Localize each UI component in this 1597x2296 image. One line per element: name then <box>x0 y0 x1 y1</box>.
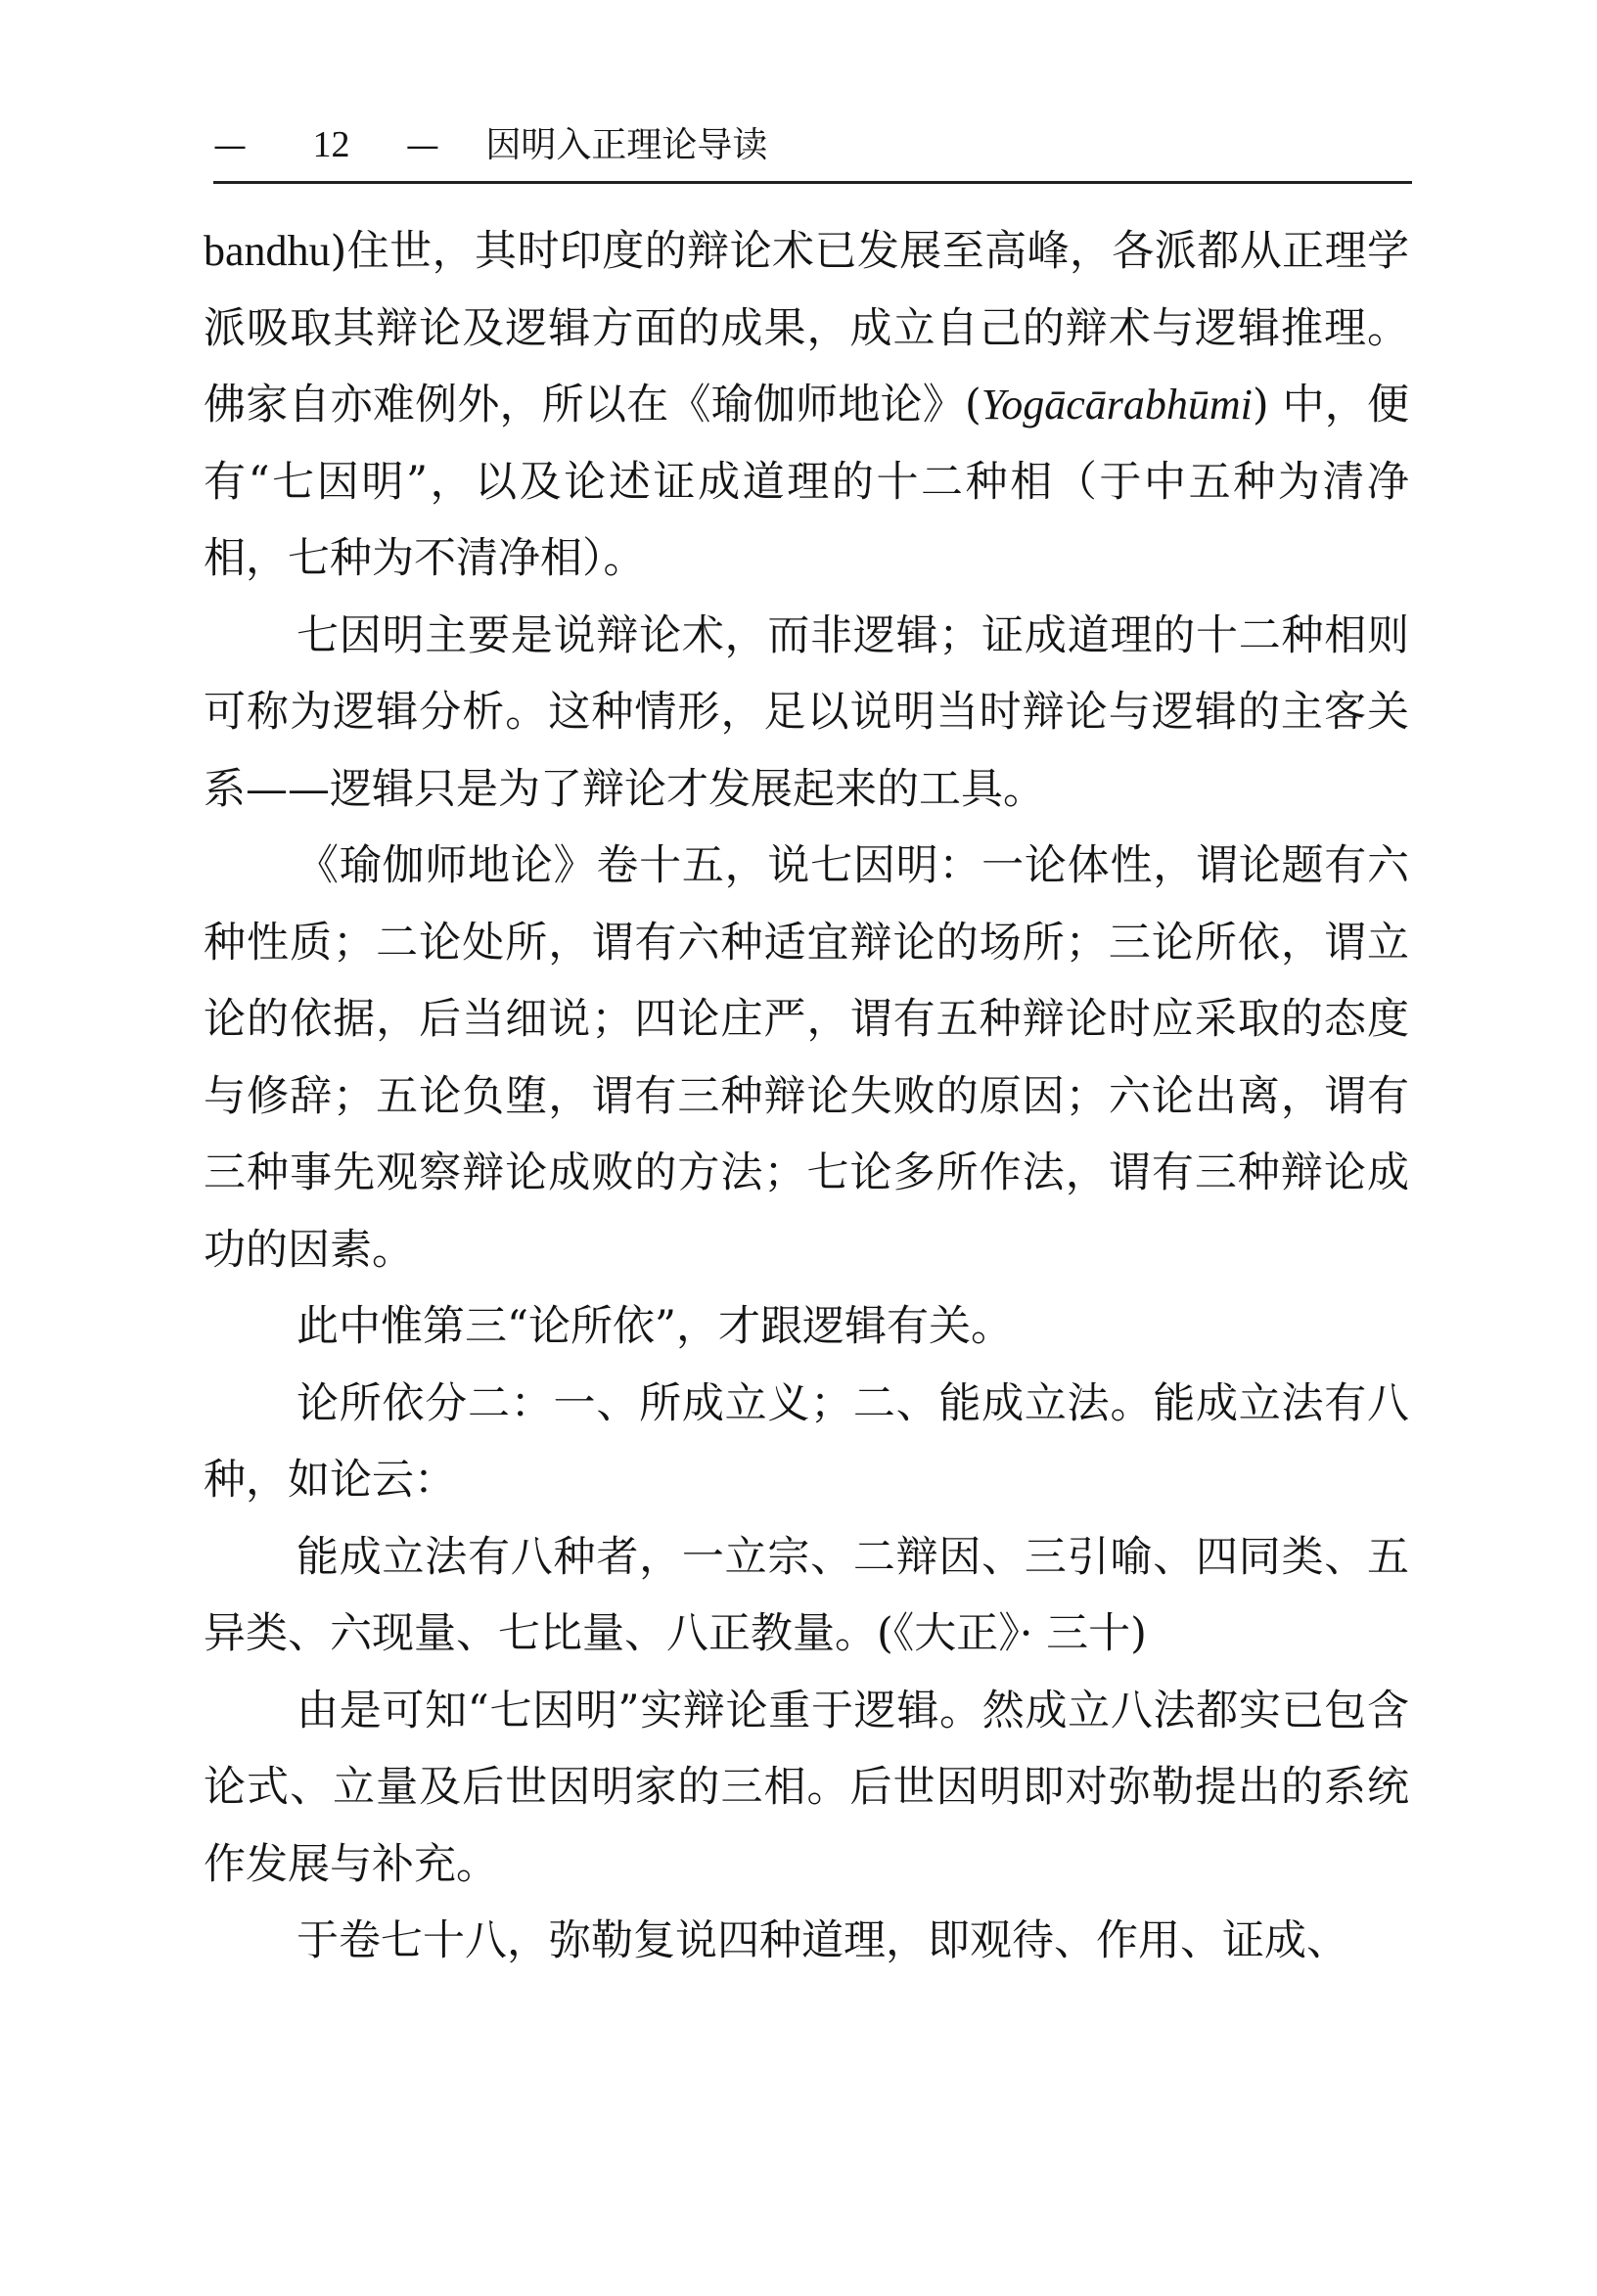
paragraph-2: 七因明主要是说辩论术，而非逻辑；证成道理的十二种相则可称为逻辑分析。这种情形，足以说明当时辩论与逻辑的主客关系——逻辑只是为了辩论才发展起来的工具。 <box>204 610 1409 814</box>
paragraph-1 <box>204 213 1409 598</box>
latin-italic-term: Yogācārabhūmi <box>981 381 1253 428</box>
header-dash-right: — <box>405 126 439 165</box>
body-text <box>204 213 1409 1980</box>
paragraph-1-text-b: ) 中，便有“七因明”，以及论述证成道理的十二种相（于中五种为清净相，七种为不清净相）。 <box>204 381 1409 583</box>
paragraph-7: 由是可知“七因明”实辩论重于逻辑。然成立八法都实已包含论式、立量及后世因明家的三相。后世因明即对弥勒提出的系统作发展与补充。 <box>204 1686 1409 1889</box>
paragraph-4: 此中惟第三“论所依”，才跟逻辑有关。 <box>297 1302 1013 1351</box>
paragraph-1-text-a: )住世，其时印度的辩论术已发展至高峰，各派都从正理学派吸取其辩论及逻辑方面的成果，成立自己的辩术与逻辑推理。佛家自亦难例外，所以在《瑜伽师地论》( <box>204 227 1409 429</box>
header-dash-left: — <box>213 126 247 165</box>
paragraph-5: 论所依分二：一、所成立义；二、能成立法。能成立法有八种，如论云： <box>204 1378 1409 1505</box>
header-rule <box>213 181 1412 184</box>
quotation-paragraph: 能成立法有八种者，一立宗、二辩因、三引喻、四同类、五异类、六现量、七比量、八正教量。(《大正》· 三十) <box>204 1532 1409 1658</box>
page-header <box>213 115 1427 174</box>
paragraph-8: 于卷七十八，弥勒复说四种道理，即观待、作用、证成、 <box>297 1916 1348 1965</box>
paragraph-3: 《瑜伽师地论》卷十五，说七因明：一论体性，谓论题有六种性质；二论处所，谓有六种适宜辩论的场所；三论所依，谓立论的依据，后当细说；四论庄严，谓有五种辩论时应采取的态度与修辞；五论负堕，谓有三种辩论失败的原因；六论出离，谓有三种事先观察辩论成败的方法；七论多所作法，谓有三种辩论成功的因素。 <box>204 841 1409 1275</box>
latin-term: bandhu <box>204 227 331 275</box>
page-number: 12 <box>312 124 350 165</box>
book-title: 因明入正理论导读 <box>485 125 768 165</box>
